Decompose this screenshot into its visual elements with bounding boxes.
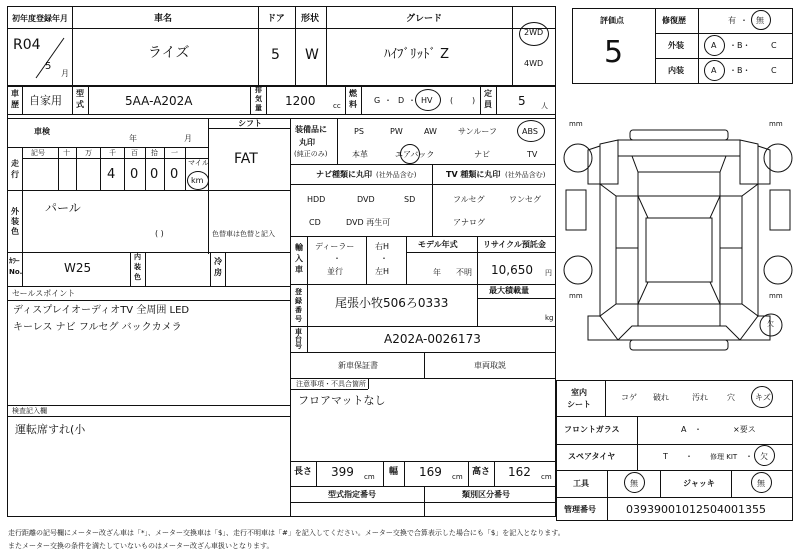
plate-label-3: 番 — [295, 306, 302, 314]
nav-note: (社外品含む) — [376, 171, 417, 179]
spare-dot: ・ — [685, 452, 693, 461]
use-value: 自家用 — [29, 94, 62, 107]
plate-value: 尾張小牧506ろ0333 — [335, 296, 449, 310]
shape-value: W — [305, 47, 319, 63]
equipment-navi: ナビ — [474, 150, 490, 159]
capacity-value: 5 — [518, 94, 526, 108]
interior-a: A — [711, 66, 717, 75]
score-value: 5 — [604, 35, 624, 70]
plate-label-4: 号 — [295, 315, 302, 323]
height-label: 高さ — [472, 467, 491, 477]
mileage-head-1: 十 — [63, 149, 70, 157]
import-label-2: 入 — [295, 254, 303, 263]
nav-cd: CD — [309, 218, 321, 227]
equipment-label-1: 装備品に — [295, 125, 327, 134]
seat-scratch: キズ — [755, 393, 771, 402]
nav-dvd-play: DVD 再生可 — [346, 218, 391, 227]
shift-value: FAT — [234, 151, 258, 167]
door-value: 5 — [271, 47, 280, 63]
length-label: 長さ — [294, 467, 313, 477]
sales-points-line-1: ディスプレイオーディオTV 全周囲 LED — [13, 305, 190, 316]
tv-oneseg: ワンセグ — [509, 195, 541, 204]
inspection-month: 月 — [184, 134, 192, 143]
fuel-paren-close: ) — [472, 96, 476, 105]
int-color-label-1: 内 — [134, 253, 141, 261]
jack-label: ジャッキ — [683, 479, 715, 488]
width-unit: cm — [452, 473, 463, 481]
tv-note: (社外品含む) — [505, 171, 546, 179]
management-label: 管理番号 — [564, 505, 596, 514]
inspection-year: 年 — [129, 134, 137, 143]
equipment-label-2: 丸印 — [299, 138, 315, 147]
exterior-a: A — [711, 41, 717, 50]
tv-fullseg: フルセグ — [453, 195, 485, 204]
grade-label: グレード — [406, 14, 443, 24]
drive-4wd: 4WD — [524, 59, 544, 68]
fuel-paren-open: ( — [450, 96, 454, 105]
max-load-label: 最大積載量 — [489, 286, 529, 295]
equipment-label-3: (純正のみ) — [294, 150, 328, 158]
registration-month-unit: 月 — [61, 69, 69, 78]
registration-era-year: R04 — [13, 37, 41, 53]
windshield-dot: ・ — [694, 425, 702, 434]
spare-dot-2: ・ — [745, 452, 753, 461]
mileage-head-4: 百 — [131, 149, 138, 157]
mileage-km: km — [191, 176, 204, 185]
diagram-mm-3: mm — [569, 292, 583, 300]
mileage-head-6: 一 — [171, 149, 178, 157]
fuel-g: G — [374, 96, 381, 105]
fuel-hv: HV — [421, 96, 433, 105]
door-label: ドア — [267, 14, 285, 24]
repair-yes: 有 — [728, 16, 736, 25]
fuel-dot-1: ・ — [384, 96, 392, 105]
tools-label: 工具 — [573, 479, 589, 488]
exterior-c: C — [771, 41, 777, 50]
mileage-digit-1: 0 — [130, 167, 139, 182]
diagram-mm-4: mm — [769, 292, 783, 300]
vin-value: A202A-0026173 — [384, 332, 481, 346]
plate-label-1: 登 — [295, 288, 302, 296]
interior-c: C — [771, 66, 777, 75]
warranty-label: 新車保証書 — [338, 361, 378, 370]
mileage-digit-0: 4 — [107, 167, 116, 182]
capacity-label-2: 員 — [484, 100, 492, 109]
seat-stain: 汚れ — [692, 393, 708, 402]
fuel-d: D — [398, 96, 405, 105]
capacity-label-1: 定 — [484, 89, 492, 98]
manual-label: 車両取説 — [474, 361, 506, 370]
spare-kit: 修理 KIT — [710, 453, 738, 461]
equipment-ps: PS — [354, 127, 364, 136]
nav-sd: SD — [404, 195, 416, 204]
mileage-head-3: 千 — [109, 149, 116, 157]
tools-value: 無 — [630, 479, 638, 488]
car-name-value: ライズ — [148, 45, 190, 61]
vin-label-4: 号 — [295, 342, 302, 350]
max-load-unit: kg — [545, 314, 554, 322]
score-label: 評価点 — [600, 16, 624, 25]
diagram-missing: 欠 — [767, 320, 774, 328]
equipment-pw: PW — [390, 127, 403, 136]
spare-t: T — [663, 452, 668, 461]
height-value: 162 — [508, 465, 531, 479]
color-no-value: W25 — [64, 261, 92, 275]
color-no-label-1: ｶﾗｰ — [9, 257, 20, 265]
model-year-unknown: 不明 — [456, 268, 472, 277]
inspector-value: 運転席すれ(小 — [15, 423, 86, 436]
mileage-unit-label: マイル — [188, 159, 209, 167]
drive-2wd: 2WD — [524, 28, 544, 37]
displacement-label-1: 排 — [255, 86, 262, 94]
equipment-abs: ABS — [522, 127, 538, 136]
fuel-label-2: 料 — [349, 100, 357, 109]
tv-analog: アナログ — [453, 218, 485, 227]
nav-dvd: DVD — [357, 195, 375, 204]
mileage-digit-2: 0 — [150, 167, 159, 182]
interior-b: ・B・ — [729, 66, 751, 75]
management-value: 03939001012504001355 — [626, 503, 766, 516]
ext-color-paren: ( ) — [155, 229, 164, 238]
recycle-value: 10,650 — [491, 263, 533, 277]
use-label-1: 車 — [11, 89, 19, 98]
import-dealer: ディーラー — [315, 242, 355, 251]
model-label-2: 式 — [76, 100, 84, 109]
exterior-label: 外装 — [668, 41, 684, 50]
sales-points-line-2: キーレス ナビ フルセグ バックカメラ — [13, 322, 182, 333]
windshield-label: フロントガラス — [564, 425, 620, 434]
equipment-sunroof: サンルーフ — [458, 127, 497, 136]
width-label: 幅 — [389, 467, 399, 477]
tv-label: TV 種類に丸印 — [446, 170, 501, 179]
length-unit: cm — [364, 473, 375, 481]
height-unit: cm — [541, 473, 552, 481]
import-dot: ・ — [333, 254, 341, 263]
equipment-airbag: エアバック — [395, 150, 435, 159]
mileage-label-1: 走 — [11, 159, 19, 168]
displacement-label-3: 量 — [255, 104, 262, 112]
ext-color-label-1: 外 — [11, 207, 19, 216]
width-value: 169 — [419, 465, 442, 479]
nav-label: ナビ種類に丸印 — [316, 170, 372, 179]
vin-label-2: 台 — [295, 335, 302, 343]
diagram-mm-2: mm — [769, 120, 783, 128]
displacement-value: 1200 — [285, 94, 316, 108]
fuel-dot-2: ・ — [408, 96, 416, 105]
handle-dot: ・ — [380, 254, 388, 263]
ext-color-label-3: 色 — [11, 227, 19, 236]
mileage-digit-3: 0 — [170, 167, 179, 182]
handle-left: 左H — [375, 267, 390, 276]
model-label-1: 型 — [76, 89, 84, 98]
windshield-a: A — [681, 425, 687, 434]
vin-label-1: 車 — [295, 328, 302, 336]
model-year-unit: 年 — [433, 268, 441, 277]
handle-right: 右H — [375, 242, 390, 251]
equipment-leather: 本革 — [352, 150, 368, 159]
cooling-label-1: 冷 — [214, 257, 222, 266]
diagram-mm-1: mm — [569, 120, 583, 128]
import-parallel: 並行 — [327, 267, 343, 276]
windshield-x: ×要ス — [733, 425, 756, 434]
equipment-tv: TV — [527, 150, 538, 159]
plate-label-2: 録 — [295, 297, 302, 305]
exterior-b: ・B・ — [729, 41, 751, 50]
inspection-label: 車検 — [34, 127, 50, 136]
grade-value: ﾊｲﾌﾞﾘｯﾄﾞ Z — [384, 47, 450, 62]
displacement-unit: cc — [333, 102, 341, 110]
jack-value: 無 — [757, 479, 765, 488]
registration-label: 初年度登録年月 — [12, 14, 68, 23]
ext-color-value: パール — [45, 201, 81, 215]
car-diagram — [560, 100, 796, 370]
inspector-label: 検査記入欄 — [12, 407, 47, 415]
ext-color-note: 色替車は色替と記入 — [212, 230, 275, 238]
int-color-label-2: 装 — [134, 263, 141, 271]
use-label-2: 歴 — [11, 100, 19, 109]
notes-label: 注意事項・不具合箇所 — [296, 380, 366, 388]
shift-label: シフト — [238, 119, 262, 128]
model-value: 5AA-A202A — [125, 94, 193, 108]
repair-no: 無 — [756, 16, 764, 25]
import-label-1: 輸 — [295, 243, 303, 252]
capacity-unit: 人 — [541, 102, 548, 110]
interior-label: 内装 — [668, 66, 684, 75]
nav-hdd: HDD — [307, 195, 326, 204]
footer-line-2: またメーター交換の条件を満たしていないものはメーター改ざん車扱いとなります。 — [8, 542, 274, 550]
import-label-3: 車 — [295, 265, 303, 274]
repair-dot: ・ — [740, 16, 748, 25]
car-name-label: 車名 — [154, 14, 173, 24]
mileage-label-2: 行 — [11, 170, 19, 179]
color-no-label-2: No. — [9, 268, 23, 276]
ext-color-label-2: 装 — [11, 217, 19, 226]
cooling-label-2: 房 — [214, 268, 222, 277]
int-color-label-3: 色 — [134, 273, 141, 281]
notes-value: フロアマットなし — [298, 394, 386, 407]
mileage-head-0: 記号 — [31, 149, 45, 157]
equipment-aw: AW — [424, 127, 437, 136]
recycle-label: リサイクル預託金 — [483, 240, 546, 249]
shape-label: 形状 — [301, 14, 320, 24]
spare-none: 欠 — [760, 452, 768, 461]
displacement-label-2: 気 — [255, 95, 262, 103]
sales-points-label: セールスポイント — [12, 289, 76, 298]
category-label: 類別区分番号 — [462, 490, 510, 499]
seat-label-2: シート — [567, 400, 591, 409]
repair-label: 修復歴 — [662, 16, 686, 25]
footer-line-1: 走行距離の記号欄にメーター改ざん車は「*」、メーター交換車は「$」、走行不明車は「#」を記入してください。メーター交換で合算表示した場合にも「$」を記入となります。 — [8, 529, 565, 537]
designation-label: 型式指定番号 — [328, 490, 376, 499]
spare-label: スペアタイヤ — [568, 452, 616, 461]
seat-burn: コゲ — [621, 393, 637, 402]
model-year-label: モデル年式 — [418, 240, 458, 249]
length-value: 399 — [331, 465, 354, 479]
seat-label-1: 室内 — [571, 388, 587, 397]
seat-tear: 破れ — [653, 393, 669, 402]
registration-month: 5 — [45, 61, 52, 72]
recycle-unit: 円 — [545, 269, 552, 277]
mileage-head-5: 拾 — [151, 149, 158, 157]
mileage-head-2: 万 — [85, 149, 92, 157]
seat-hole: 穴 — [727, 393, 735, 402]
fuel-label-1: 燃 — [349, 89, 357, 98]
